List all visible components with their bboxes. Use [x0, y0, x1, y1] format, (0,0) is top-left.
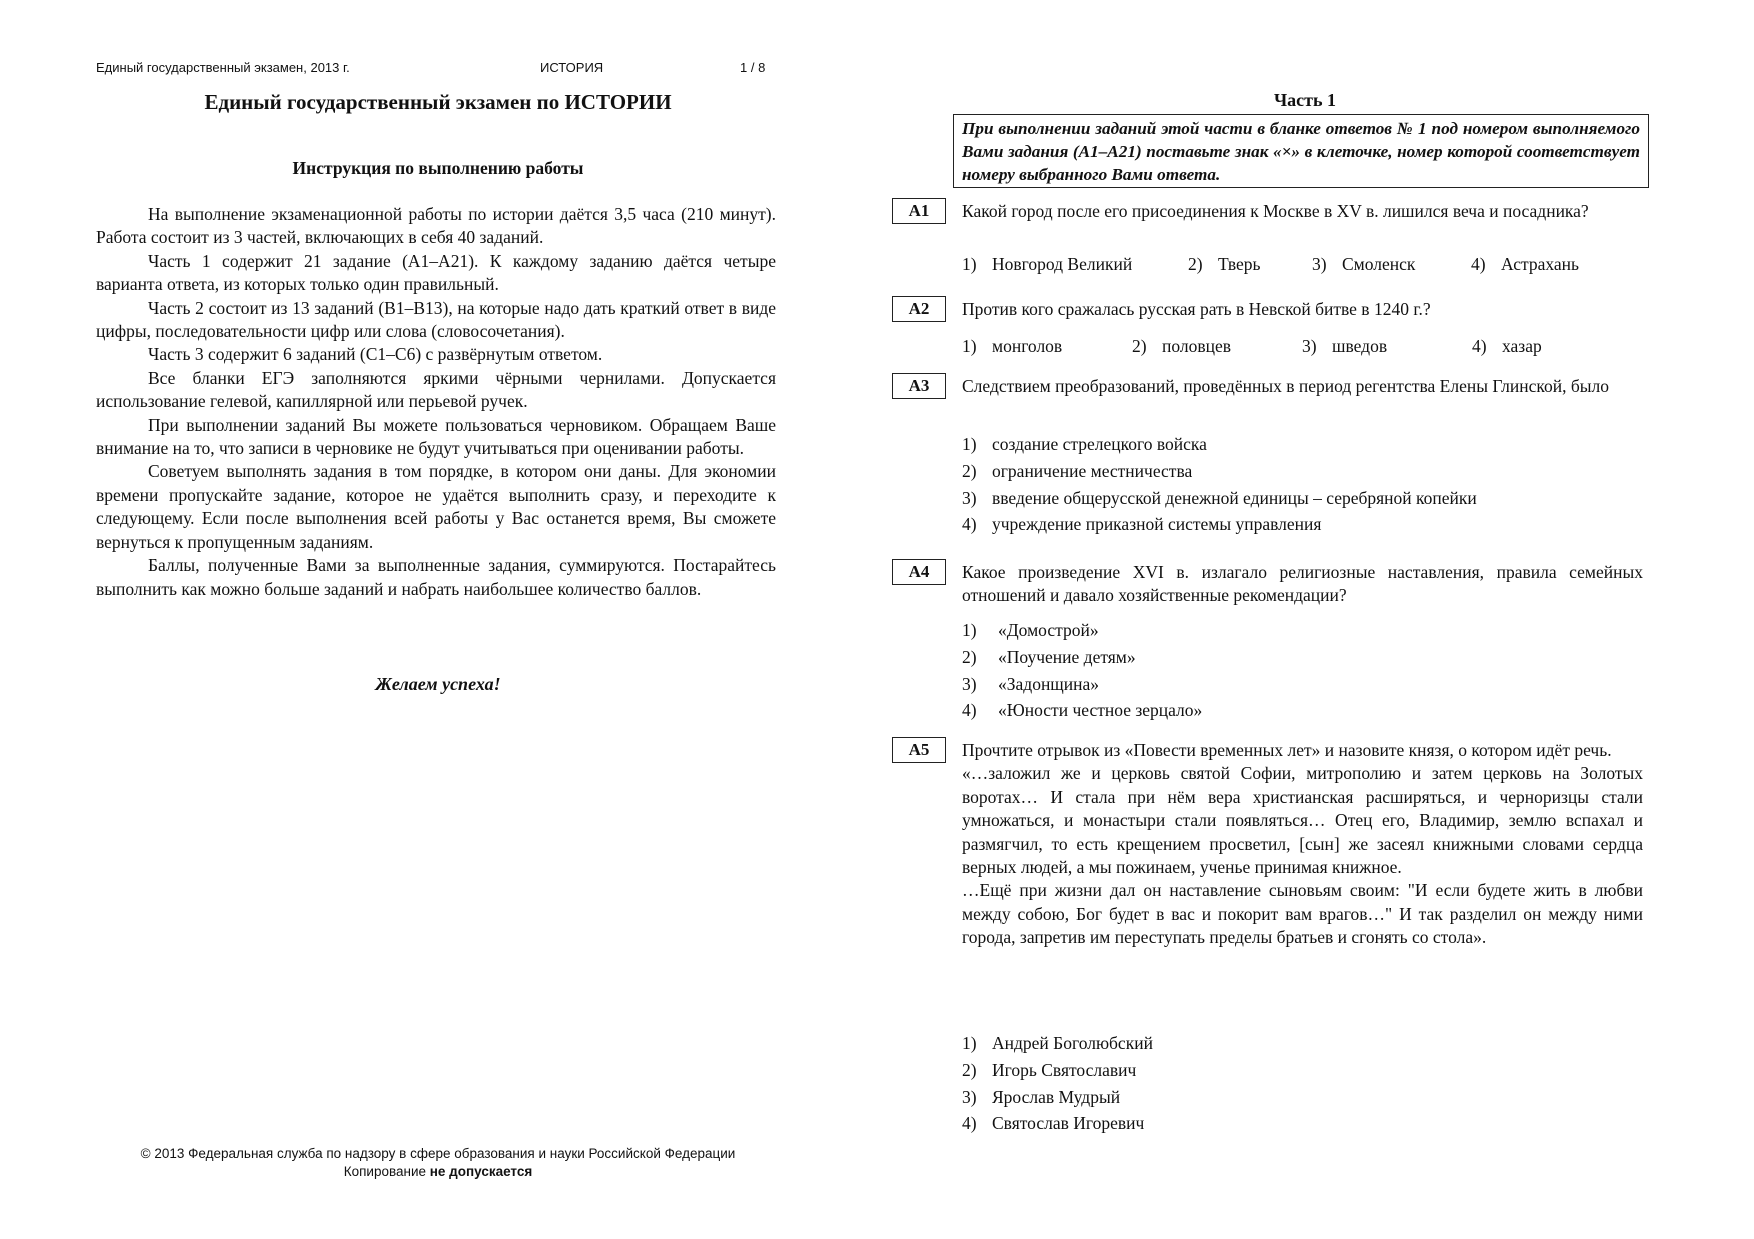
copy-notice-bold: не допускается	[429, 1164, 533, 1179]
question-text: Следствием преобразований, проведённых в период регентства Елены Глинской, было	[962, 376, 1610, 396]
answer-option: 3) Ярослав Мудрый	[962, 1086, 1121, 1107]
source-quote: …Ещё при жизни дал он наставление сыновьям своим: "И если будете жить в любви между собою, Бог будет в вас и покорит вам врагов…" И так разделил он между ними города, запретив им переступать пределы братьев и сгонять со стола».	[962, 880, 1643, 948]
question-text: Какое произведение XVI в. излагало религиозные наставления, правила семейных отношений и давало хозяйственные рекомендации?	[962, 562, 1643, 606]
answer-option: 2) ограничение местничества	[962, 460, 1193, 481]
instructions-paragraph: Советуем выполнять задания в том порядке, в котором они даны. Для экономии времени пропускайте задание, которое не удаётся выполнить сразу, и переходите к следующему. Если после выполнения всей работы у Вас останется время, Вы сможете вернуться к пропущенным заданиям.	[96, 461, 776, 552]
header-page-number: 1 / 8	[740, 60, 766, 75]
answer-option: 4) Святослав Игоревич	[962, 1113, 1145, 1134]
answer-option: 3) Смоленск	[1312, 254, 1416, 274]
answer-options	[962, 617, 1643, 724]
instructions-paragraph: На выполнение экзаменационной работы по истории даётся 3,5 часа (210 минут). Работа состоит из 3 частей, включающих в себя 40 заданий.	[96, 204, 776, 248]
answer-option: 4) хазар	[1472, 336, 1542, 356]
answer-option: 1) Андрей Боголюбский	[962, 1033, 1153, 1053]
instructions-heading: Инструкция по выполнению работы	[292, 158, 584, 178]
copyright-footer	[96, 1145, 780, 1181]
copy-notice-plain: Копирование	[343, 1164, 430, 1179]
question-text	[962, 739, 1643, 950]
question-prompt: Прочтите отрывок из «Повести временных лет» и назовите князя, о котором идёт речь.	[962, 740, 1612, 760]
part-instruction-box: При выполнении заданий этой части в бланке ответов № 1 под номером выполняемого Вами задания (А1–А21) поставьте знак «×» в клеточке, номер которой соответствует номеру выбранного Вами ответа.	[953, 114, 1649, 188]
answer-option: 2) «Поучение детям»	[962, 646, 1136, 667]
question-label: А2	[892, 296, 946, 322]
page-title: Единый государственный экзамен по ИСТОРИИ	[204, 90, 672, 114]
answer-option: 2) Тверь	[1188, 254, 1261, 274]
answer-options	[962, 336, 1643, 357]
question-label: А3	[892, 373, 946, 399]
instructions-paragraph: При выполнении заданий Вы можете пользоваться черновиком. Обращаем Ваше внимание на то, что записи в черновике не будут учитываться при оценивании работы.	[96, 414, 776, 459]
source-quote: «…заложил же и церковь святой Софии, митрополию и затем церковь на Золотых воротах… И стала при нём вера христианская расширяться, и черноризцы стали умножаться, и монастыри стали появляться… Отец его, Владимир, землю вспахал и размягчил, то есть крещением просветил, [сын] же засеял книжными словами сердца верных людей, а мы пожинаем, ученье принимая книжное.	[962, 763, 1643, 878]
answer-option: 3) «Задонщина»	[962, 673, 1100, 694]
instructions-paragraph: Часть 3 содержит 6 заданий (С1–С6) с развёрнутым ответом.	[148, 344, 603, 365]
answer-option: 3) введение общерусской денежной единицы – серебряной копейки	[962, 487, 1477, 508]
question-label: А1	[892, 198, 946, 224]
instructions-body	[96, 203, 776, 601]
answer-option: 1) Новгород Великий	[962, 254, 1133, 274]
instructions-paragraph: Все бланки ЕГЭ заполняются яркими чёрными чернилами. Допускается использование гелевой, капиллярной или перьевой ручек.	[96, 367, 776, 412]
answer-option: 2) Игорь Святославич	[962, 1059, 1137, 1080]
answer-options	[962, 254, 1643, 275]
answer-option: 1) монголов	[962, 336, 1063, 356]
part-title: Часть 1	[1273, 90, 1337, 110]
answer-option: 4) «Юности честное зерцало»	[962, 700, 1203, 721]
answer-option: 3) шведов	[1302, 336, 1388, 356]
answer-option: 4) Астрахань	[1471, 254, 1579, 274]
question-label: А5	[892, 737, 946, 763]
instructions-paragraph: Часть 1 содержит 21 задание (А1–А21). К каждому заданию даётся четыре варианта ответа, из которых только один правильный.	[96, 250, 776, 295]
answer-option: 1) создание стрелецкого войска	[962, 434, 1207, 454]
answer-option: 4) учреждение приказной системы управления	[962, 514, 1322, 535]
answer-options	[962, 431, 1643, 538]
copy-notice	[96, 1163, 780, 1181]
header-exam-title: Единый государственный экзамен, 2013 г.	[96, 60, 350, 75]
question-text: Против кого сражалась русская рать в Невской битве в 1240 г.?	[962, 299, 1431, 319]
answer-option: 1) «Домострой»	[962, 620, 1099, 640]
answer-option: 2) половцев	[1132, 336, 1232, 356]
instructions-paragraph: Баллы, полученные Вами за выполненные задания, суммируются. Постарайтесь выполнить как можно больше заданий и набрать наибольшее количество баллов.	[96, 555, 776, 599]
question-label: А4	[892, 559, 946, 585]
instructions-paragraph: Часть 2 состоит из 13 заданий (В1–В13), на которые надо дать краткий ответ в виде цифры, последовательности цифр или слова (словосочетания).	[96, 297, 776, 342]
header-subject: ИСТОРИЯ	[540, 60, 604, 75]
question-text: Какой город после его присоединения к Москве в XV в. лишился веча и посадника?	[962, 201, 1589, 221]
answer-options	[962, 1030, 1643, 1137]
good-luck-wish: Желаем успеха!	[375, 674, 501, 694]
copyright-line: © 2013 Федеральная служба по надзору в сфере образования и науки Российской Федерации	[140, 1146, 736, 1161]
